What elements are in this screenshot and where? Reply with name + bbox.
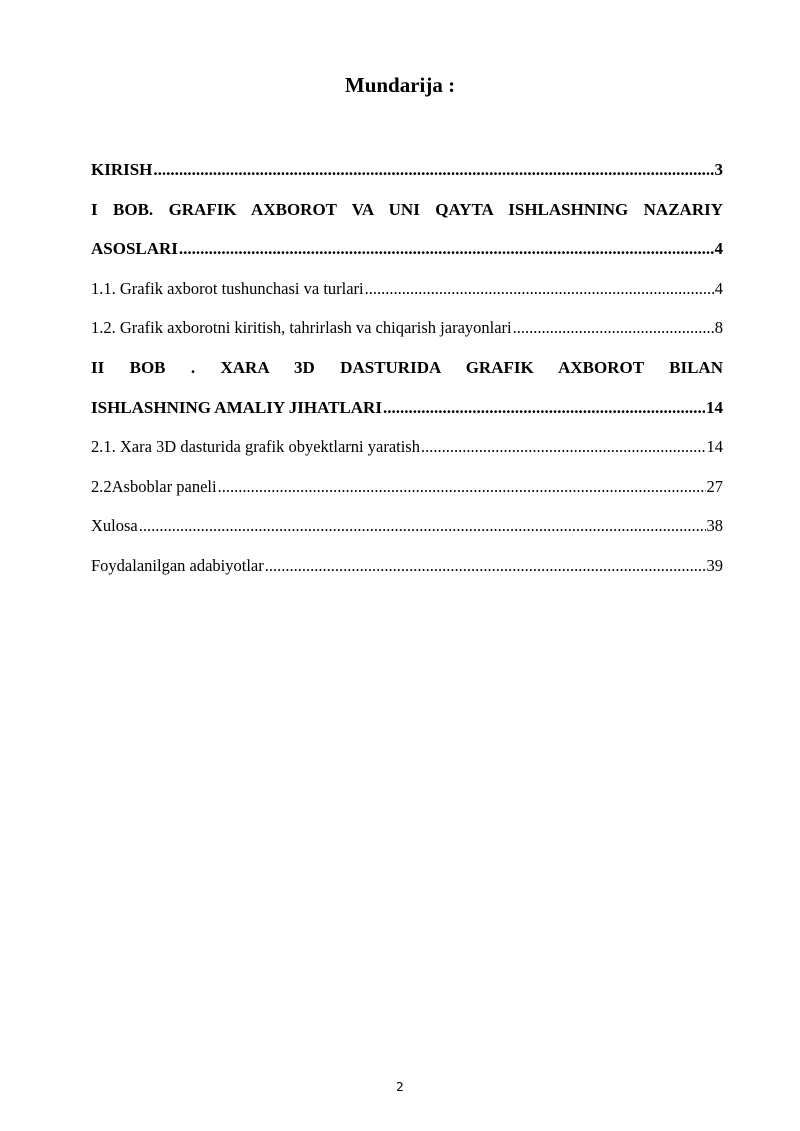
toc-entry-label: 2.2Asboblar paneli [91,476,217,496]
toc-entry-page: 39 [706,555,723,575]
toc-entry-2-2[interactable] [91,467,723,507]
toc-leader-dots [421,427,706,467]
toc-entry-page: 4 [714,278,723,298]
toc-leader-dots [139,506,706,546]
toc-entry-2-1[interactable] [91,427,723,467]
page-title: Mundarija : [344,73,456,97]
toc-entry-page: 14 [706,437,723,457]
toc-entry-kirish[interactable] [91,150,723,190]
toc-entry-label: ISHLASHNING AMALIY JIHATLARI [91,397,382,417]
toc-leader-dots [513,308,714,348]
toc-entry-chapter1[interactable] [91,229,723,269]
toc-entry-page: 27 [706,476,723,496]
toc-entry-label: 2.1. Xara 3D dasturida grafik obyektlarni yaratish [91,437,420,457]
toc-entry-page: 8 [714,318,723,338]
toc-entry-page: 4 [714,239,723,259]
toc-leader-dots [153,150,713,190]
toc-entry-page: 38 [706,516,723,536]
toc-entry-page: 14 [706,397,723,417]
toc-leader-dots [365,269,714,309]
page-number: 2 [396,1080,404,1094]
toc-entry-label: 1.1. Grafik axborot tushunchasi va turlari [91,278,364,298]
table-of-contents [91,150,723,586]
toc-entry-page: 3 [714,160,723,179]
toc-leader-dots [383,388,705,428]
toc-entry-1-2[interactable] [91,308,723,348]
toc-entry-label: KIRISH [91,160,153,179]
toc-entry-chapter2-line1[interactable]: II BOB . XARA 3D DASTURIDA GRAFIK AXBOROT BILAN [91,357,723,377]
toc-entry-1-1[interactable] [91,269,723,309]
toc-entry-references[interactable] [91,546,723,586]
toc-entry-chapter2[interactable] [91,388,723,428]
toc-entry-xulosa[interactable] [91,506,723,546]
toc-entry-label: Foydalanilgan adabiyotlar [91,555,264,575]
toc-leader-dots [218,467,706,507]
toc-entry-label: Xulosa [91,516,138,536]
toc-entry-chapter1-line1[interactable]: I BOB. GRAFIK AXBOROT VA UNI QAYTA ISHLASHNING NAZARIY [91,199,723,219]
toc-leader-dots [179,229,714,269]
toc-entry-label: ASOSLARI [91,239,178,259]
toc-leader-dots [265,546,706,586]
toc-entry-label: 1.2. Grafik axborotni kiritish, tahrirlash va chiqarish jarayonlari [91,318,512,338]
